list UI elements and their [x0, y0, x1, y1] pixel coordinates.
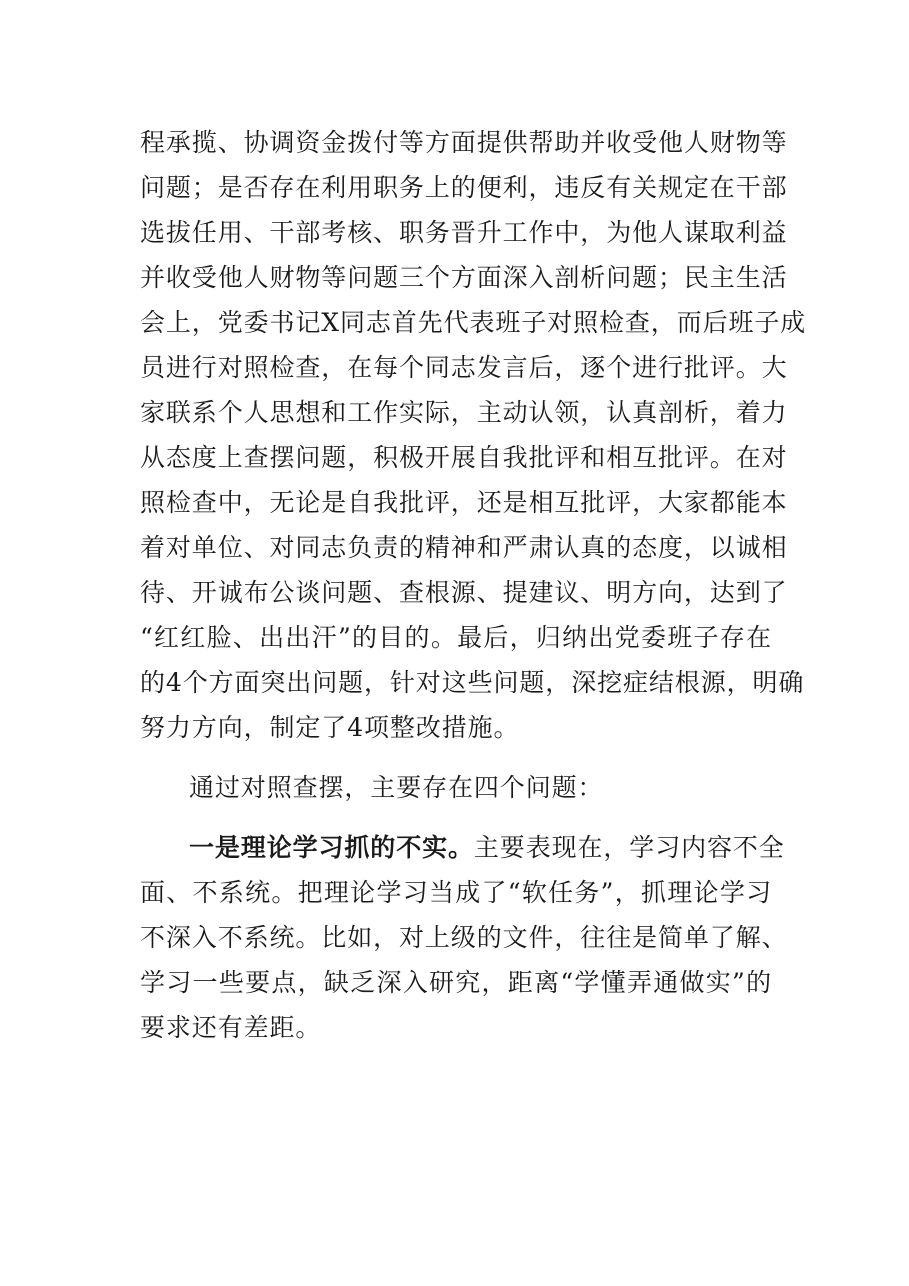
text-line: [140, 825, 785, 870]
text-line: 员进行对照检查，在每个同志发言后，逐个进行批评。大: [140, 353, 788, 382]
text-line: 照检查中，无论是自我批评，还是相互批评，大家都能本: [140, 488, 788, 517]
issue-text: 主要表现在，学习内容不全: [473, 833, 785, 862]
text-line: 选拔任用、干部考核、职务晋升工作中，为他人谋取利益: [140, 218, 788, 247]
text-line: 从态度上查摆问题，积极开展自我批评和相互批评。在对: [140, 443, 788, 472]
text-line: 着对单位、对同志负责的精神和严肃认真的态度，以诚相: [140, 533, 788, 562]
paragraph-context: [140, 120, 807, 750]
text-line: 会上，党委书记X同志首先代表班子对照检查，而后班子成: [140, 308, 807, 337]
text-line: 的4个方面突出问题，针对这些问题，深挖症结根源，明确: [140, 668, 805, 697]
text-line: 并收受他人财物等问题三个方面深入剖析问题；民主生活: [140, 263, 788, 292]
text-line: 待、开诚布公谈问题、查根源、提建议、明方向，达到了: [140, 578, 788, 607]
text-line: 问题；是否存在利用职务上的便利，违反有关规定在干部: [140, 173, 788, 202]
text-line: “红红脸、出出汗”的目的。最后，归纳出党委班子存在: [140, 623, 772, 652]
text-line: 不深入不系统。比如，对上级的文件，往往是简单了解、: [140, 923, 788, 952]
text-line: 面、不系统。把理论学习当成了“软任务”，抓理论学习: [140, 878, 772, 907]
issue-heading: 一是理论学习抓的不实。: [189, 833, 474, 862]
paragraph-spacer: [140, 750, 772, 765]
text-line: 要求还有差距。: [140, 1013, 322, 1042]
text-line: 学习一些要点，缺乏深入研究，距离“学懂弄通做实”的: [140, 968, 772, 997]
text-line: 程承揽、协调资金拨付等方面提供帮助并收受他人财物等: [140, 128, 788, 157]
text-line: 家联系个人思想和工作实际，主动认领，认真剖析，着力: [140, 398, 788, 427]
document-body: [140, 120, 807, 1050]
paragraph-spacer: [140, 810, 772, 825]
text-line: 努力方向，制定了4项整改措施。: [140, 713, 520, 742]
text-line: 通过对照查摆，主要存在四个问题：: [189, 773, 604, 802]
paragraph-summary: [140, 765, 772, 810]
paragraph-issue-one: [140, 825, 788, 1050]
